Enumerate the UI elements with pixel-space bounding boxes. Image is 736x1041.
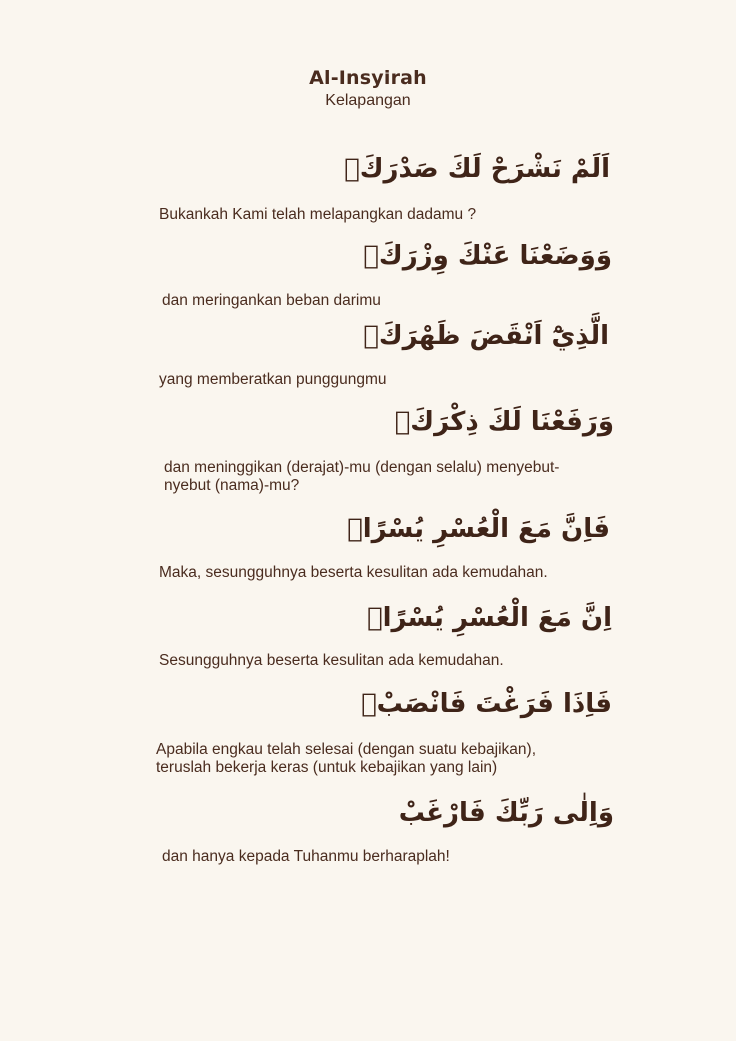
verse-8-arabic: وَاِلٰى رَبِّكَ فَارْغَبْ [398, 798, 614, 828]
verse-6-arabic: اِنَّ مَعَ الْعُسْرِ يُسْرًاۗ [366, 603, 612, 633]
verse-3-translation: yang memberatkan punggungmu [159, 371, 387, 388]
verse-7-translation-line-1: Apabila engkau telah selesai (dengan suatu kebajikan), [156, 741, 537, 758]
verse-5-arabic: فَاِنَّ مَعَ الْعُسْرِ يُسْرًاۙ [347, 514, 610, 544]
verse-6-translation: Sesungguhnya beserta kesulitan ada kemudahan. [159, 652, 504, 669]
verse-5-translation: Maka, sesungguhnya beserta kesulitan ada kemudahan. [159, 564, 548, 581]
verse-1-arabic: اَلَمْ نَشْرَحْ لَكَ صَدْرَكَۙ [344, 154, 610, 184]
surah-title: Al-Insyirah [309, 67, 427, 89]
verse-7-arabic: فَاِذَا فَرَغْتَ فَانْصَبْۙ [361, 689, 612, 719]
verse-7-translation-line-2: teruslah bekerja keras (untuk kebajikan yang lain) [156, 759, 498, 776]
verse-4-translation-line-1: dan meninggikan (derajat)-mu (dengan selalu) menyebut- [164, 459, 560, 476]
verse-8-translation: dan hanya kepada Tuhanmu berharaplah! [162, 848, 450, 865]
verse-4-arabic: وَرَفَعْنَا لَكَ ذِكْرَكَۗ [394, 407, 614, 437]
surah-subtitle: Kelapangan [325, 92, 411, 109]
verse-1-translation: Bukankah Kami telah melapangkan dadamu ? [159, 206, 477, 223]
verse-3-arabic: الَّذِيْٓ اَنْقَضَ ظَهْرَكَۙ [363, 321, 609, 351]
verse-4-translation-line-2: nyebut (nama)-mu? [164, 477, 300, 494]
verse-2-arabic: وَوَضَعْنَا عَنْكَ وِزْرَكَۙ [363, 241, 612, 271]
verse-2-translation: dan meringankan beban darimu [162, 292, 381, 309]
